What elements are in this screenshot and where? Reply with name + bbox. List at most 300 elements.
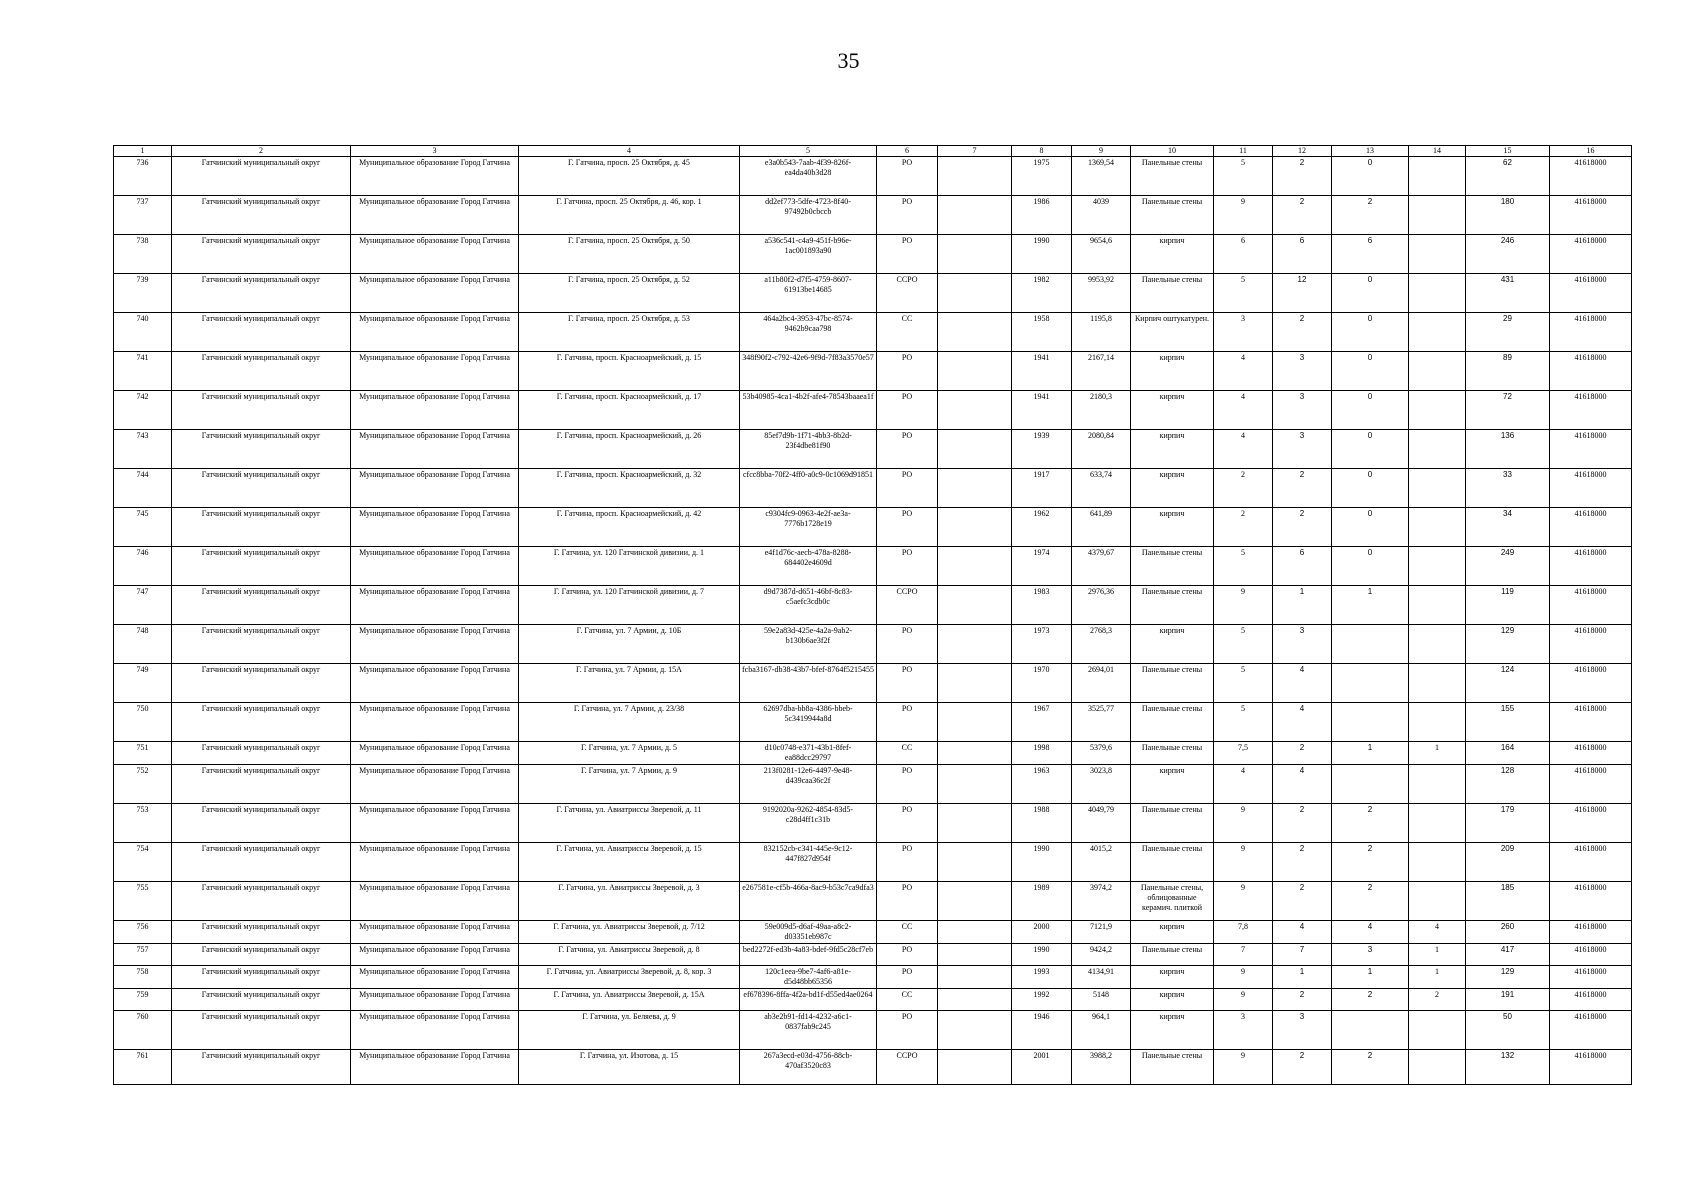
table-cell-col-13: 2 <box>1332 882 1409 921</box>
table-cell-col-12: 2 <box>1273 742 1332 765</box>
table-cell-col-16: 41618000 <box>1550 352 1632 391</box>
table-row <box>114 625 1632 664</box>
column-header: 9 <box>1072 146 1131 157</box>
table-cell-col-7 <box>938 703 1012 742</box>
table-cell-col-3: Муниципальное образование Город Гатчина <box>351 391 519 430</box>
table-cell-col-11: 5 <box>1214 274 1273 313</box>
table-cell-col-1: 749 <box>114 664 172 703</box>
table-cell-col-4: Г. Гатчина, просп. 25 Октября, д. 53 <box>519 313 740 352</box>
table-cell-col-12: 4 <box>1273 921 1332 944</box>
table-row <box>114 966 1632 989</box>
table-cell-col-4: Г. Гатчина, ул. 7 Армии, д. 5 <box>519 742 740 765</box>
table-cell-col-16: 41618000 <box>1550 274 1632 313</box>
table-cell-col-9: 2976,36 <box>1072 586 1131 625</box>
table-cell-col-11: 6 <box>1214 235 1273 274</box>
table-cell-col-3: Муниципальное образование Город Гатчина <box>351 742 519 765</box>
table-row <box>114 235 1632 274</box>
table-cell-col-16: 41618000 <box>1550 625 1632 664</box>
table-cell-col-6: РО <box>877 882 938 921</box>
table-cell-col-5: 59e2a83d-425e-4a2a-9ab2-b130b6ae3f2f <box>740 625 877 664</box>
table-cell-col-16: 41618000 <box>1550 921 1632 944</box>
table-cell-col-12: 2 <box>1273 157 1332 196</box>
table-cell-col-15: 50 <box>1466 1011 1550 1050</box>
table-cell-col-6: РО <box>877 430 938 469</box>
table-cell-col-2: Гатчинский муниципальный округ <box>172 352 351 391</box>
table-cell-col-2: Гатчинский муниципальный округ <box>172 469 351 508</box>
table-cell-col-7 <box>938 508 1012 547</box>
table-cell-col-9: 5148 <box>1072 989 1131 1011</box>
table-cell-col-10: кирпич <box>1131 1011 1214 1050</box>
table-cell-col-10: Панельные стены <box>1131 196 1214 235</box>
table-cell-col-6: ССРО <box>877 586 938 625</box>
table-cell-col-15: 33 <box>1466 469 1550 508</box>
table-cell-col-11: 9 <box>1214 966 1273 989</box>
table-cell-col-5: bed2272f-ed3b-4a83-bdef-9fd5c28cf7eb <box>740 944 877 966</box>
table-row <box>114 430 1632 469</box>
table-cell-col-16: 41618000 <box>1550 742 1632 765</box>
table-cell-col-4: Г. Гатчина, ул. Авиатриссы Зверевой, д. 8 <box>519 944 740 966</box>
table-cell-col-5: ab3e2b91-fd14-4232-a6c1-0837fab9c245 <box>740 1011 877 1050</box>
table-cell-col-3: Муниципальное образование Город Гатчина <box>351 1050 519 1085</box>
table-row <box>114 586 1632 625</box>
table-cell-col-7 <box>938 157 1012 196</box>
table-cell-col-9: 2167,14 <box>1072 352 1131 391</box>
table-cell-col-3: Муниципальное образование Город Гатчина <box>351 944 519 966</box>
table-cell-col-6: РО <box>877 703 938 742</box>
table-cell-col-13: 1 <box>1332 742 1409 765</box>
table-cell-col-4: Г. Гатчина, ул. 7 Армии, д. 15А <box>519 664 740 703</box>
table-cell-col-10: кирпич <box>1131 765 1214 804</box>
table-cell-col-13 <box>1332 625 1409 664</box>
table-cell-col-5: ef678396-8ffa-4f2a-bd1f-d55ed4ae0264 <box>740 989 877 1011</box>
table-cell-col-14 <box>1409 430 1466 469</box>
table-cell-col-1: 744 <box>114 469 172 508</box>
table-cell-col-14 <box>1409 664 1466 703</box>
table-cell-col-10: кирпич <box>1131 352 1214 391</box>
page-number: 35 <box>837 48 860 73</box>
table-cell-col-16: 41618000 <box>1550 703 1632 742</box>
table-cell-col-3: Муниципальное образование Город Гатчина <box>351 804 519 843</box>
table-cell-col-1: 754 <box>114 843 172 882</box>
table-cell-col-1: 756 <box>114 921 172 944</box>
table-cell-col-2: Гатчинский муниципальный округ <box>172 547 351 586</box>
table-cell-col-13: 1 <box>1332 966 1409 989</box>
table-cell-col-14 <box>1409 843 1466 882</box>
table-cell-col-2: Гатчинский муниципальный округ <box>172 804 351 843</box>
table-cell-col-5: d9d7387d-d651-46bf-8c83-c5aefc3cdb0c <box>740 586 877 625</box>
table-cell-col-16: 41618000 <box>1550 391 1632 430</box>
table-cell-col-9: 3988,2 <box>1072 1050 1131 1085</box>
table-cell-col-1: 746 <box>114 547 172 586</box>
table-cell-col-7 <box>938 274 1012 313</box>
table-cell-col-10: Панельные стены <box>1131 586 1214 625</box>
column-header: 8 <box>1012 146 1072 157</box>
table-cell-col-15: 431 <box>1466 274 1550 313</box>
table-cell-col-11: 3 <box>1214 1011 1273 1050</box>
table-cell-col-13: 0 <box>1332 313 1409 352</box>
table-cell-col-8: 1988 <box>1012 804 1072 843</box>
table-cell-col-3: Муниципальное образование Город Гатчина <box>351 765 519 804</box>
table-cell-col-14 <box>1409 313 1466 352</box>
table-cell-col-13: 2 <box>1332 196 1409 235</box>
table-cell-col-5: 348f90f2-c792-42e6-9f9d-7f83a3570e57 <box>740 352 877 391</box>
table-cell-col-3: Муниципальное образование Город Гатчина <box>351 235 519 274</box>
table-cell-col-7 <box>938 196 1012 235</box>
table-cell-col-16: 41618000 <box>1550 508 1632 547</box>
table-cell-col-4: Г. Гатчина, ул. Авиатриссы Зверевой, д. 15А <box>519 989 740 1011</box>
table-cell-col-4: Г. Гатчина, ул. 120 Гатчинской дивизии, д. 1 <box>519 547 740 586</box>
table-cell-col-4: Г. Гатчина, просп. 25 Октября, д. 50 <box>519 235 740 274</box>
table-cell-col-6: СС <box>877 742 938 765</box>
table-cell-col-11: 7,5 <box>1214 742 1273 765</box>
table-cell-col-10: Панельные стены <box>1131 703 1214 742</box>
table-cell-col-15: 29 <box>1466 313 1550 352</box>
table-row <box>114 547 1632 586</box>
table-cell-col-15: 119 <box>1466 586 1550 625</box>
table-cell-col-5: dd2ef773-5dfe-4723-8f40-97492b0cbccb <box>740 196 877 235</box>
table-row <box>114 921 1632 944</box>
table-cell-col-13 <box>1332 765 1409 804</box>
table-cell-col-13: 0 <box>1332 508 1409 547</box>
table-cell-col-14 <box>1409 352 1466 391</box>
table-cell-col-16: 41618000 <box>1550 586 1632 625</box>
table-cell-col-4: Г. Гатчина, просп. 25 Октября, д. 45 <box>519 157 740 196</box>
table-cell-col-7 <box>938 313 1012 352</box>
table-cell-col-10: Панельные стены <box>1131 1050 1214 1085</box>
table-cell-col-16: 41618000 <box>1550 469 1632 508</box>
table-cell-col-15: 179 <box>1466 804 1550 843</box>
table-cell-col-6: СС <box>877 313 938 352</box>
table-cell-col-2: Гатчинский муниципальный округ <box>172 313 351 352</box>
table-cell-col-6: РО <box>877 625 938 664</box>
table-row <box>114 469 1632 508</box>
table-cell-col-8: 1939 <box>1012 430 1072 469</box>
table-cell-col-10: Панельные стены, облицованные керамич. плиткой <box>1131 882 1214 921</box>
table-cell-col-14 <box>1409 547 1466 586</box>
table-cell-col-5: 267a3ecd-e03d-4756-88cb-470af3520c83 <box>740 1050 877 1085</box>
table-cell-col-12: 3 <box>1273 430 1332 469</box>
table-cell-col-9: 3525,77 <box>1072 703 1131 742</box>
table-cell-col-4: Г. Гатчина, ул. Авиатриссы Зверевой, д. 11 <box>519 804 740 843</box>
table-cell-col-2: Гатчинский муниципальный округ <box>172 391 351 430</box>
table-cell-col-11: 5 <box>1214 703 1273 742</box>
table-cell-col-6: РО <box>877 804 938 843</box>
table-cell-col-10: Панельные стены <box>1131 944 1214 966</box>
table-cell-col-9: 2694,01 <box>1072 664 1131 703</box>
table-cell-col-4: Г. Гатчина, ул. 7 Армии, д. 23/38 <box>519 703 740 742</box>
table-cell-col-13 <box>1332 1011 1409 1050</box>
table-cell-col-1: 752 <box>114 765 172 804</box>
table-cell-col-1: 751 <box>114 742 172 765</box>
table-cell-col-1: 745 <box>114 508 172 547</box>
table-cell-col-10: кирпич <box>1131 921 1214 944</box>
table-cell-col-3: Муниципальное образование Город Гатчина <box>351 664 519 703</box>
table-cell-col-4: Г. Гатчина, ул. Авиатриссы Зверевой, д. 8, кор. 3 <box>519 966 740 989</box>
table-cell-col-3: Муниципальное образование Город Гатчина <box>351 274 519 313</box>
table-cell-col-15: 128 <box>1466 765 1550 804</box>
table-cell-col-12: 2 <box>1273 469 1332 508</box>
table-cell-col-14 <box>1409 804 1466 843</box>
table-cell-col-12: 6 <box>1273 547 1332 586</box>
table-cell-col-7 <box>938 391 1012 430</box>
table-cell-col-10: кирпич <box>1131 391 1214 430</box>
table-cell-col-14 <box>1409 508 1466 547</box>
table-cell-col-5: 9192020a-9262-4854-83d5-c28d4ff1c31b <box>740 804 877 843</box>
table-cell-col-9: 2180,3 <box>1072 391 1131 430</box>
table-cell-col-9: 641,89 <box>1072 508 1131 547</box>
table-cell-col-2: Гатчинский муниципальный округ <box>172 843 351 882</box>
table-cell-col-3: Муниципальное образование Город Гатчина <box>351 625 519 664</box>
table-cell-col-11: 5 <box>1214 664 1273 703</box>
column-header: 4 <box>519 146 740 157</box>
table-cell-col-4: Г. Гатчина, ул. Авиатриссы Зверевой, д. 3 <box>519 882 740 921</box>
table-cell-col-7 <box>938 1050 1012 1085</box>
table-cell-col-3: Муниципальное образование Город Гатчина <box>351 508 519 547</box>
table-cell-col-15: 191 <box>1466 989 1550 1011</box>
table-cell-col-10: Панельные стены <box>1131 804 1214 843</box>
table-cell-col-12: 2 <box>1273 313 1332 352</box>
table-cell-col-2: Гатчинский муниципальный округ <box>172 274 351 313</box>
table-cell-col-14 <box>1409 1011 1466 1050</box>
register-table <box>113 145 1632 1085</box>
table-cell-col-6: РО <box>877 235 938 274</box>
table-cell-col-10: Панельные стены <box>1131 547 1214 586</box>
table-cell-col-14 <box>1409 469 1466 508</box>
table-cell-col-1: 736 <box>114 157 172 196</box>
table-cell-col-2: Гатчинский муниципальный округ <box>172 625 351 664</box>
table-cell-col-5: 53b40985-4ca1-4b2f-afe4-78543baaea1f <box>740 391 877 430</box>
table-cell-col-7 <box>938 989 1012 1011</box>
table-cell-col-1: 743 <box>114 430 172 469</box>
table-cell-col-12: 2 <box>1273 196 1332 235</box>
table-cell-col-8: 1967 <box>1012 703 1072 742</box>
table-cell-col-8: 1962 <box>1012 508 1072 547</box>
table-cell-col-1: 753 <box>114 804 172 843</box>
table-cell-col-14 <box>1409 586 1466 625</box>
table-cell-col-10: кирпич <box>1131 430 1214 469</box>
table-cell-col-2: Гатчинский муниципальный округ <box>172 1050 351 1085</box>
column-number-header <box>114 146 1632 157</box>
table-cell-col-16: 41618000 <box>1550 843 1632 882</box>
table-cell-col-6: РО <box>877 196 938 235</box>
table-cell-col-14 <box>1409 625 1466 664</box>
table-cell-col-10: кирпич <box>1131 469 1214 508</box>
table-cell-col-12: 2 <box>1273 508 1332 547</box>
column-header: 6 <box>877 146 938 157</box>
table-cell-col-12: 1 <box>1273 586 1332 625</box>
table-cell-col-10: Кирпич оштукатурен. <box>1131 313 1214 352</box>
table-cell-col-16: 41618000 <box>1550 765 1632 804</box>
table-cell-col-8: 1990 <box>1012 235 1072 274</box>
table-cell-col-13: 0 <box>1332 547 1409 586</box>
table-cell-col-2: Гатчинский муниципальный округ <box>172 989 351 1011</box>
table-cell-col-2: Гатчинский муниципальный округ <box>172 196 351 235</box>
table-cell-col-5: e4f1d76c-aecb-478a-8288-684402e4609d <box>740 547 877 586</box>
table-cell-col-11: 4 <box>1214 391 1273 430</box>
table-cell-col-16: 41618000 <box>1550 989 1632 1011</box>
table-cell-col-15: 129 <box>1466 966 1550 989</box>
table-cell-col-9: 2768,3 <box>1072 625 1131 664</box>
table-cell-col-7 <box>938 921 1012 944</box>
table-cell-col-6: СС <box>877 921 938 944</box>
header-row <box>114 146 1632 157</box>
table-cell-col-7 <box>938 944 1012 966</box>
table-cell-col-5: cfcc8bba-70f2-4ff0-a0c9-0c1069d91851 <box>740 469 877 508</box>
table-cell-col-9: 3974,2 <box>1072 882 1131 921</box>
table-cell-col-13: 2 <box>1332 989 1409 1011</box>
table-cell-col-1: 761 <box>114 1050 172 1085</box>
table-cell-col-10: Панельные стены <box>1131 843 1214 882</box>
table-cell-col-5: 85ef7d9b-1f71-4bb3-8b2d-23f4dbe81f90 <box>740 430 877 469</box>
table-cell-col-10: Панельные стены <box>1131 664 1214 703</box>
table-cell-col-11: 5 <box>1214 157 1273 196</box>
table-cell-col-8: 1990 <box>1012 944 1072 966</box>
table-cell-col-11: 5 <box>1214 547 1273 586</box>
table-cell-col-4: Г. Гатчина, ул. 7 Армии, д. 10Б <box>519 625 740 664</box>
table-cell-col-13: 0 <box>1332 274 1409 313</box>
table-cell-col-14: 2 <box>1409 989 1466 1011</box>
table-cell-col-1: 737 <box>114 196 172 235</box>
table-cell-col-2: Гатчинский муниципальный округ <box>172 944 351 966</box>
table-cell-col-4: Г. Гатчина, просп. Красноармейский, д. 15 <box>519 352 740 391</box>
table-cell-col-15: 72 <box>1466 391 1550 430</box>
table-cell-col-15: 260 <box>1466 921 1550 944</box>
table-row <box>114 391 1632 430</box>
table-cell-col-15: 129 <box>1466 625 1550 664</box>
table-cell-col-8: 1998 <box>1012 742 1072 765</box>
table-cell-col-8: 1983 <box>1012 586 1072 625</box>
table-cell-col-3: Муниципальное образование Город Гатчина <box>351 882 519 921</box>
table-cell-col-15: 124 <box>1466 664 1550 703</box>
table-cell-col-11: 3 <box>1214 313 1273 352</box>
table-cell-col-11: 7 <box>1214 944 1273 966</box>
table-cell-col-16: 41618000 <box>1550 664 1632 703</box>
table-cell-col-2: Гатчинский муниципальный округ <box>172 742 351 765</box>
table-cell-col-4: Г. Гатчина, ул. Изотова, д. 15 <box>519 1050 740 1085</box>
table-cell-col-4: Г. Гатчина, просп. Красноармейский, д. 32 <box>519 469 740 508</box>
table-cell-col-16: 41618000 <box>1550 196 1632 235</box>
table-cell-col-14: 4 <box>1409 921 1466 944</box>
table-cell-col-11: 2 <box>1214 508 1273 547</box>
table-cell-col-7 <box>938 765 1012 804</box>
table-cell-col-3: Муниципальное образование Город Гатчина <box>351 469 519 508</box>
table-cell-col-13: 2 <box>1332 843 1409 882</box>
table-cell-col-5: 62697dba-bb8a-4386-bbeb-5c3419944a8d <box>740 703 877 742</box>
table-cell-col-5: a11b80f2-d7f5-4759-8607-61913be14685 <box>740 274 877 313</box>
table-cell-col-3: Муниципальное образование Город Гатчина <box>351 843 519 882</box>
table-cell-col-16: 41618000 <box>1550 547 1632 586</box>
table-cell-col-1: 741 <box>114 352 172 391</box>
table-cell-col-16: 41618000 <box>1550 157 1632 196</box>
table-cell-col-14: 1 <box>1409 944 1466 966</box>
table-cell-col-9: 964,1 <box>1072 1011 1131 1050</box>
table-cell-col-14 <box>1409 235 1466 274</box>
table-cell-col-15: 246 <box>1466 235 1550 274</box>
column-header: 5 <box>740 146 877 157</box>
table-row <box>114 882 1632 921</box>
table-cell-col-3: Муниципальное образование Город Гатчина <box>351 430 519 469</box>
table-cell-col-9: 2080,84 <box>1072 430 1131 469</box>
table-cell-col-7 <box>938 547 1012 586</box>
table-cell-col-7 <box>938 664 1012 703</box>
table-cell-col-4: Г. Гатчина, ул. Авиатриссы Зверевой, д. 7/12 <box>519 921 740 944</box>
table-cell-col-1: 742 <box>114 391 172 430</box>
table-row <box>114 352 1632 391</box>
table-cell-col-16: 41618000 <box>1550 430 1632 469</box>
table-cell-col-12: 3 <box>1273 352 1332 391</box>
table-cell-col-12: 4 <box>1273 765 1332 804</box>
column-header: 3 <box>351 146 519 157</box>
table-cell-col-11: 9 <box>1214 989 1273 1011</box>
table-cell-col-3: Муниципальное образование Город Гатчина <box>351 1011 519 1050</box>
table-cell-col-7 <box>938 625 1012 664</box>
table-cell-col-15: 180 <box>1466 196 1550 235</box>
table-cell-col-11: 9 <box>1214 586 1273 625</box>
register-sheet <box>113 145 1631 1085</box>
table-row <box>114 508 1632 547</box>
table-cell-col-15: 164 <box>1466 742 1550 765</box>
table-cell-col-9: 1369,54 <box>1072 157 1131 196</box>
column-header: 10 <box>1131 146 1214 157</box>
table-cell-col-16: 41618000 <box>1550 1011 1632 1050</box>
table-cell-col-13: 0 <box>1332 157 1409 196</box>
table-cell-col-7 <box>938 742 1012 765</box>
table-cell-col-11: 9 <box>1214 196 1273 235</box>
table-cell-col-7 <box>938 804 1012 843</box>
table-cell-col-11: 9 <box>1214 882 1273 921</box>
table-cell-col-6: РО <box>877 157 938 196</box>
table-cell-col-12: 3 <box>1273 391 1332 430</box>
table-cell-col-6: РО <box>877 944 938 966</box>
table-cell-col-10: Панельные стены <box>1131 274 1214 313</box>
table-cell-col-13: 1 <box>1332 586 1409 625</box>
table-cell-col-16: 41618000 <box>1550 313 1632 352</box>
table-cell-col-5: 213f0281-12e6-4497-9e48-d439caa36c2f <box>740 765 877 804</box>
table-row <box>114 843 1632 882</box>
table-cell-col-9: 4134,91 <box>1072 966 1131 989</box>
table-row <box>114 703 1632 742</box>
table-cell-col-10: кирпич <box>1131 625 1214 664</box>
table-cell-col-3: Муниципальное образование Город Гатчина <box>351 703 519 742</box>
column-header: 14 <box>1409 146 1466 157</box>
table-cell-col-3: Муниципальное образование Город Гатчина <box>351 547 519 586</box>
table-cell-col-3: Муниципальное образование Город Гатчина <box>351 313 519 352</box>
table-cell-col-2: Гатчинский муниципальный округ <box>172 966 351 989</box>
table-cell-col-11: 9 <box>1214 843 1273 882</box>
register-body <box>114 157 1632 1085</box>
table-cell-col-6: РО <box>877 765 938 804</box>
table-cell-col-9: 9953,92 <box>1072 274 1131 313</box>
table-cell-col-3: Муниципальное образование Город Гатчина <box>351 989 519 1011</box>
table-cell-col-6: РО <box>877 391 938 430</box>
table-row <box>114 274 1632 313</box>
table-cell-col-15: 89 <box>1466 352 1550 391</box>
table-cell-col-13: 0 <box>1332 430 1409 469</box>
table-cell-col-1: 750 <box>114 703 172 742</box>
table-cell-col-8: 1941 <box>1012 352 1072 391</box>
table-cell-col-6: РО <box>877 547 938 586</box>
table-cell-col-13: 0 <box>1332 352 1409 391</box>
table-cell-col-15: 136 <box>1466 430 1550 469</box>
table-cell-col-8: 1974 <box>1012 547 1072 586</box>
table-cell-col-12: 4 <box>1273 664 1332 703</box>
table-cell-col-13 <box>1332 664 1409 703</box>
table-cell-col-11: 2 <box>1214 469 1273 508</box>
table-cell-col-11: 4 <box>1214 765 1273 804</box>
table-cell-col-15: 132 <box>1466 1050 1550 1085</box>
table-cell-col-7 <box>938 469 1012 508</box>
table-cell-col-9: 9654,6 <box>1072 235 1131 274</box>
